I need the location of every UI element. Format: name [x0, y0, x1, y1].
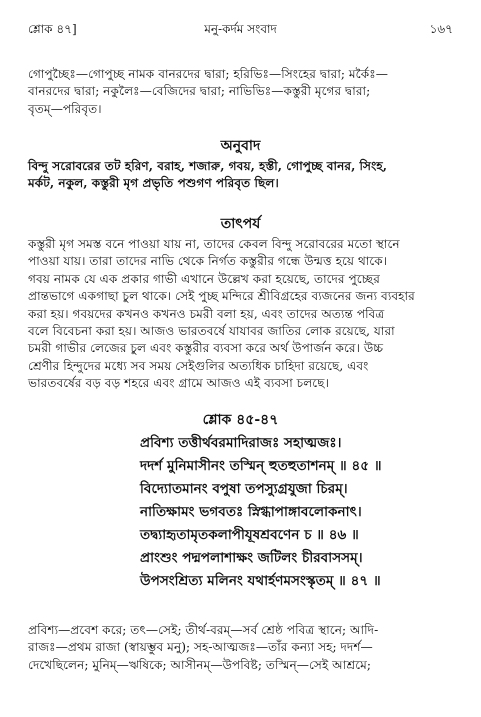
purport-text — [28, 236, 453, 393]
verse-line: তদ্ব্যাহৃতামৃতকলাপীযূষশ্রবণেন চ ॥ ৪৬ ॥ — [140, 527, 359, 543]
synonym-line: বৃতম্—পরিবৃত। — [28, 101, 102, 116]
synonym-line: প্রবিশ্য—প্রবেশ করে; তৎ—সেই; তীর্থ-বরম্—সর্ব শ্রেষ্ঠ পবিত্র স্থানে; আদি- — [28, 623, 379, 637]
synonyms-top — [28, 66, 453, 118]
verse-heading: শ্লোক ৪৫-৪৭ — [202, 412, 279, 428]
verse-line: বিদ্যোতমানং বপুষা তপস্যুগ্রযুজা চিরম্। — [140, 481, 348, 497]
verse-line: উপসংশ্রিত্য মলিনং যথার্হণমসংস্কৃতম্ ॥ ৪৭ ॥ — [140, 573, 381, 589]
purport-line: ভারতবর্ষের বড় বড় শহরে এবং গ্রামে আজও এই ব্যবসা চলছে। — [28, 376, 329, 391]
verse-line: প্রাংশুং পদ্মপলাশাক্ষং জটিলং চীরবাসসম্। — [140, 550, 363, 566]
purport-line: কস্তুরী মৃগ সমস্ত বনে পাওয়া যায় না, তাদের কেবল বিন্দু সরোবরের মতো স্থানে — [28, 237, 400, 251]
purport-heading: তাৎপর্য — [220, 216, 261, 232]
translation-line: বিন্দু সরোবরের তট হরিণ, বরাহ, শজারু, গবয়, হস্তী, গোপুচ্ছ বানর, সিংহ, — [28, 159, 387, 173]
running-header — [28, 22, 453, 40]
header-verse-ref: শ্লোক ৪৭] — [28, 22, 77, 36]
purport-line: প্রান্তভাগে একগাছা চুল থাকে। সেই পুচ্ছ মন্দিরে শ্রীবিগ্রহের ব্যজনের জন্য ব্যবহার — [28, 289, 415, 304]
verse-line: প্রবিশ্য তত্তীর্থবরমাদিরাজঃ সহাত্মজঃ। — [140, 435, 342, 451]
page-number: ১৬৭ — [429, 22, 453, 36]
translation-heading: অনুবাদ — [220, 138, 261, 154]
purport-line: গবয় নামক যে এক প্রকার গাভী এখানে উল্লেখ করা হয়েছে, তাদের পুচ্ছের — [28, 271, 380, 286]
purport-line: চমরী গাভীর লেজের চুল এবং কস্তুরীর ব্যবসা করে অর্থ উপার্জন করে। উচ্চ — [28, 341, 384, 356]
translation-line: মর্কট, নকুল, কস্তুরী মৃগ প্রভৃতি পশুগণ পরিবৃত ছিল। — [28, 176, 279, 191]
synonym-line: রাজঃ—প্রথম রাজা (স্বায়ম্ভুব মনু); সহ-আত্মজঃ—তাঁর কন্যা সহ; দদর্শ— — [28, 640, 373, 655]
verse-line: দদর্শ মুনিমাসীনং তস্মিন্ হুতহুতাশনম্ ॥ ৪৫ ॥ — [140, 458, 382, 474]
translation-text — [28, 158, 453, 193]
synonym-line: গোপুচ্ছৈঃ—গোপুচ্ছ নামক বানরদের দ্বারা; হরিভিঃ—সিংহের দ্বারা; মর্কৈঃ— — [28, 67, 388, 81]
purport-line: শ্রেণীর হিন্দুদের মধ্যে সব সময় সেইগুলির অত্যধিক চাহিদা রয়েছে, এবং — [28, 358, 369, 373]
purport-line: পাওয়া যায়। তারা তাদের নাভি থেকে নির্গত কস্তুরীর গন্ধে উন্মত্ত হয়ে থাকে। — [28, 254, 388, 269]
synonym-line: বানরদের দ্বারা; নকুলৈঃ—বেজিদের দ্বারা; নাভিভিঃ—কস্তুরী মৃগের দ্বারা; — [28, 84, 371, 99]
purport-line: বলে বিবেচনা করা হয়। আজও ভারতবর্ষে যাযাবর জাতির লোক রয়েছে, যারা — [28, 324, 395, 339]
header-chapter-title: মনু-কর্দম সংবাদ — [204, 22, 277, 36]
synonyms-bottom — [28, 622, 453, 674]
verse-line: নাতিক্ষামং ভগবতঃ স্নিগ্ধাপাঙ্গাবলোকনাৎ। — [140, 504, 362, 520]
purport-line: করা হয়। গবয়দের কখনও কখনও চমরী বলা হয়, এবং তাদের অত্যন্ত পবিত্র — [28, 306, 385, 321]
synonym-line: দেখেছিলেন; মুনিম্—ঋষিকে; আসীনম্—উপবিষ্ট; তস্মিন্—সেই আশ্রমে; — [28, 657, 372, 672]
